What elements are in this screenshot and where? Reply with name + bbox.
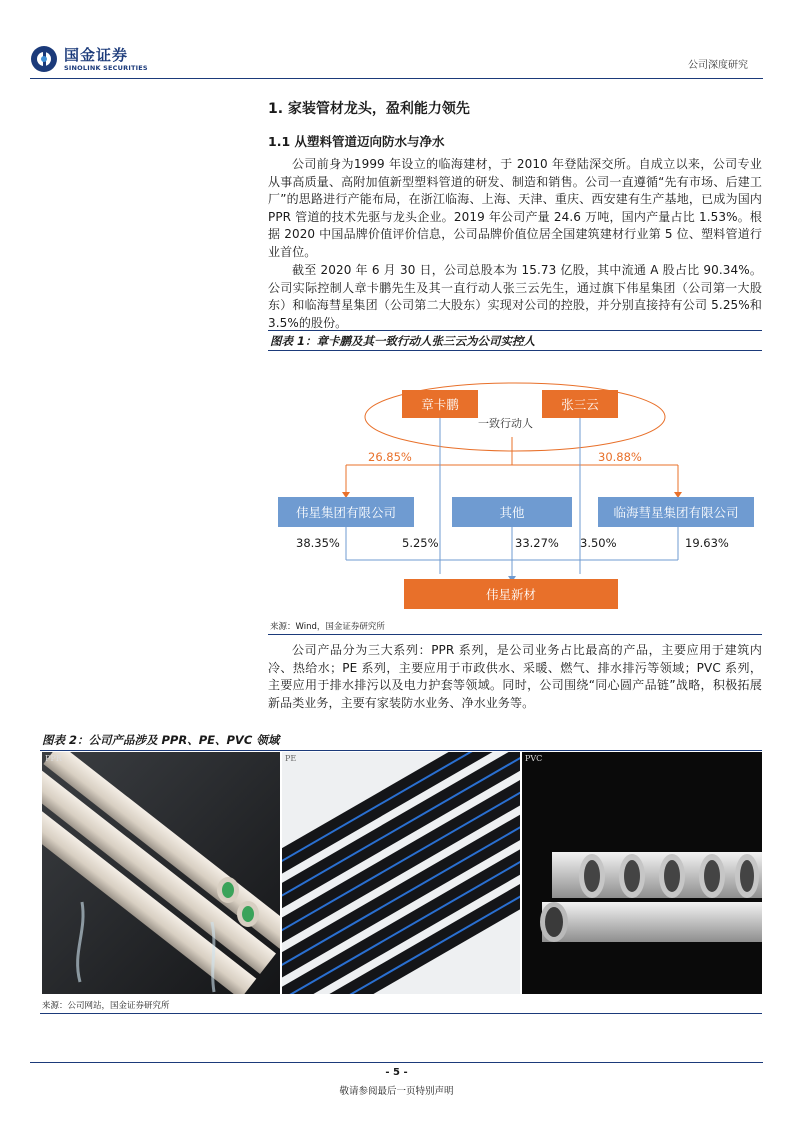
person-zhang-kapeng: 章卡鹏 bbox=[402, 390, 478, 418]
page-number: - 5 - bbox=[385, 1067, 408, 1078]
pct-sanyun-to-linhai: 30.88% bbox=[598, 450, 642, 464]
paragraph-product-lines: 公司产品分为三大系列：PPR 系列，是公司业务占比最高的产品，主要应用于建筑内冷、热给水；PE 系列，主要应用于市政供水、采暖、燃气、排水排污等领域；PVC 系列，主要应用于排水排污以及电力护套等领域。同时，公司围绕“同心圆产品链”战略，积极拓展新品类业务，主要有家装防水业务、净水业务等。 bbox=[268, 643, 762, 710]
person-zhang-sanyun: 张三云 bbox=[542, 390, 618, 418]
logo-text-cn: 国金证券 bbox=[64, 46, 129, 64]
product-photos bbox=[42, 752, 762, 994]
photo-pe bbox=[282, 752, 520, 994]
photo-ppr bbox=[42, 752, 280, 994]
photo-tag-ppr: PPR bbox=[45, 754, 62, 763]
logo-text-en: SINOLINK SECURITIES bbox=[64, 64, 148, 72]
figure2-bottom-rule bbox=[40, 1013, 762, 1014]
photo-tag-pe: PE bbox=[285, 754, 297, 763]
pe-pipes-illustration bbox=[282, 752, 520, 994]
footer-disclaimer: 敬请参阅最后一页特别声明 bbox=[339, 1086, 454, 1097]
entity-weixing-group: 伟星集团有限公司 bbox=[278, 497, 414, 527]
figure2-title: 图表 2：公司产品涉及 PPR、PE、PVC 领域 bbox=[42, 733, 280, 747]
pct-kapeng-to-weixing: 26.85% bbox=[368, 450, 412, 464]
figure1-title-rule bbox=[268, 350, 762, 351]
footer-divider bbox=[30, 1062, 763, 1063]
ownership-structure-diagram bbox=[270, 352, 762, 616]
figure1-title: 图表 1：章卡鹏及其一致行动人张三云为公司实控人 bbox=[270, 334, 536, 348]
pvc-pipes-illustration bbox=[522, 752, 762, 994]
pct-linhai: 19.63% bbox=[685, 536, 729, 550]
page-header bbox=[30, 40, 760, 80]
concert-party-label: 一致行动人 bbox=[478, 417, 533, 430]
document-type: 公司深度研究 bbox=[688, 60, 748, 71]
ppr-pipes-illustration bbox=[42, 752, 280, 994]
figure2-source: 来源：公司网站，国金证券研究所 bbox=[42, 1001, 170, 1011]
photo-pvc bbox=[522, 752, 762, 994]
header-divider bbox=[30, 78, 763, 79]
paragraph-company-history: 公司前身为1999 年设立的临海建材，于 2010 年登陆深交所。自成立以来，公司专业从事高质量、高附加值新型塑料管道的研发、制造和销售。公司一直遵循“先有市场、后建工厂”的思路进行产能布局，在浙江临海、上海、天津、重庆、西安建有生产基地，已成为国内 PPR 管道的技术先驱与龙头企业。2019 年公司产量 24.6 万吨，国内产量占比 1.53%。根据 2020 中国品牌价值评价信息，公司品牌价值位居全国建筑建材行业第 5 位、塑料管道行业首位。 bbox=[268, 157, 762, 259]
diagram-connectors bbox=[270, 352, 762, 616]
pct-weixing: 38.35% bbox=[296, 536, 340, 550]
pct-kapeng-direct: 5.25% bbox=[402, 536, 439, 550]
sinolink-logo-icon bbox=[30, 45, 58, 73]
figure1-top-rule bbox=[268, 330, 762, 331]
figure1-source: 来源：Wind，国金证券研究所 bbox=[270, 622, 385, 632]
photo-tag-pvc: PVC bbox=[525, 754, 543, 763]
pct-other: 33.27% bbox=[515, 536, 559, 550]
pct-sanyun-direct: 3.50% bbox=[580, 536, 617, 550]
paragraph-shareholding: 截至 2020 年 6 月 30 日，公司总股本为 15.73 亿股，其中流通 A 股占比 90.34%。公司实际控制人章卡鹏先生及其一直行动人张三云先生，通过旗下伟星集团（公司第一大股东）和临海彗星集团（公司第二大股东）实现对公司的控股，并分别直接持有公司 5.25%和 3.5%的股份。 bbox=[268, 263, 762, 330]
entity-linhai-comet-group: 临海彗星集团有限公司 bbox=[598, 497, 754, 527]
figure1-bottom-rule bbox=[268, 634, 762, 635]
section-heading: 1. 家装管材龙头，盈利能力领先 bbox=[268, 101, 470, 117]
entity-weixing-new-materials: 伟星新材 bbox=[404, 579, 618, 609]
entity-other: 其他 bbox=[452, 497, 572, 527]
subsection-heading: 1.1 从塑料管道迈向防水与净水 bbox=[268, 134, 445, 149]
figure2-title-rule bbox=[40, 750, 762, 751]
